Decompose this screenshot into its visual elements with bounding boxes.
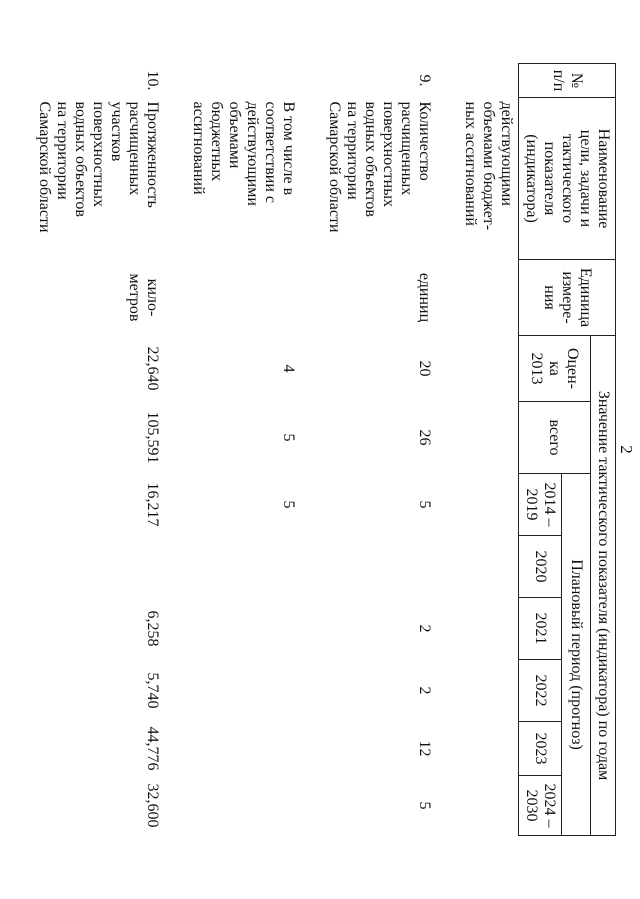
header-year: 2024 – 2030 <box>519 776 562 836</box>
row-unit <box>186 260 300 336</box>
row-value: 6,258 <box>144 610 161 647</box>
row-value <box>186 722 300 776</box>
table-row <box>32 64 164 836</box>
row-name: В том числе в соответствии с действующими объемами бюджетных ассигнований <box>190 101 297 206</box>
row-value: 2 <box>416 624 433 633</box>
row-value: 5,740 <box>144 672 161 709</box>
row-estimate: 22,640 <box>144 346 161 391</box>
header-planned-group: Плановый период (прогноз) <box>562 474 591 836</box>
header-name: Наименование цели, задачи и тактического показателя (индикатора) <box>519 98 616 260</box>
header-year: 2021 <box>519 598 562 660</box>
header-year: 2014 – 2019 <box>519 474 562 536</box>
row-value: 12 <box>416 740 433 757</box>
row-total: 105,591 <box>144 411 161 464</box>
row-value: 5 <box>416 801 433 810</box>
header-year: 2023 <box>519 722 562 776</box>
row-estimate: 20 <box>416 360 433 377</box>
row-total: 5 <box>280 433 297 442</box>
row-value: 2 <box>416 686 433 695</box>
header-estimate: Оцен- ка 2013 <box>519 336 591 402</box>
header-year: 2022 <box>519 660 562 722</box>
row-num: 10. <box>144 70 161 91</box>
table-row <box>186 64 300 836</box>
row-unit: единиц <box>416 272 433 323</box>
header-unit: Единица измере- ния <box>519 260 616 336</box>
row-value: 32,600 <box>144 783 161 828</box>
row-unit: кило- метров <box>126 273 161 322</box>
row-name: Протяженность расчищенных участков поверхностных водных объектов на территории Самарской области <box>36 101 161 233</box>
row-value <box>32 536 164 598</box>
page-number: 2 <box>617 445 636 454</box>
header-total: всего <box>519 402 591 474</box>
header-values-group: Значение тактического показателя (индикатора) по годам <box>591 336 616 836</box>
row-name: Количество расчищенных поверхностных водных объектов на территории Самарской области <box>326 101 433 233</box>
table-row <box>322 64 436 836</box>
row-num <box>186 64 300 98</box>
row-value: 5 <box>280 500 297 509</box>
row-value: 44,776 <box>144 726 161 771</box>
row-value: 16,217 <box>144 482 161 527</box>
row-estimate: 4 <box>280 364 297 373</box>
header-year: 2020 <box>519 536 562 598</box>
carryover-text: действующими объемами бюджет- ных ассигнований <box>462 101 515 231</box>
indicators-table <box>32 63 616 836</box>
row-value: 5 <box>416 500 433 509</box>
row-value <box>322 536 436 598</box>
row-value <box>186 660 300 722</box>
table-row-carryover <box>458 64 519 836</box>
row-value <box>186 598 300 660</box>
row-value <box>186 536 300 598</box>
row-num: 9. <box>416 74 433 87</box>
header-num: № п/п <box>519 64 616 98</box>
row-total: 26 <box>416 429 433 446</box>
row-value <box>186 776 300 836</box>
